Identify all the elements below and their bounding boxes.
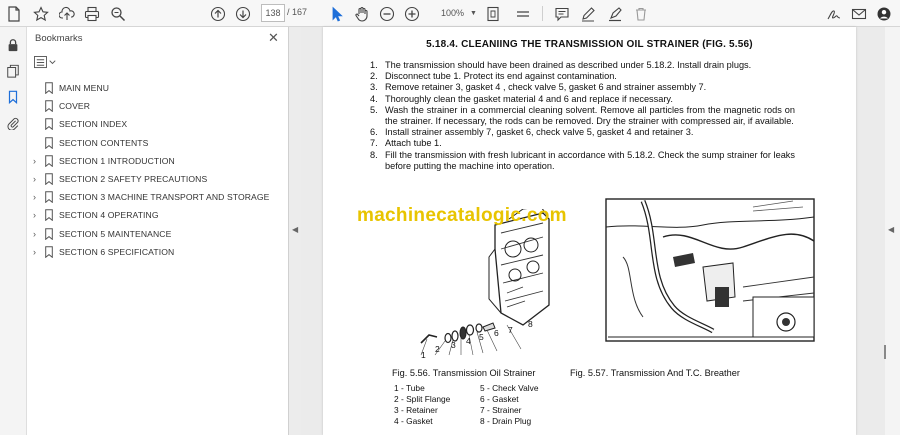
watermark-text: machinecatalogic.com bbox=[357, 205, 567, 226]
bookmark-item[interactable] bbox=[27, 225, 289, 243]
account-icon[interactable] bbox=[874, 4, 893, 23]
step-number: 2. bbox=[370, 71, 378, 82]
step-number: 7. bbox=[370, 138, 378, 149]
legend-entry: 4 - Gasket bbox=[394, 416, 433, 426]
bookmark-item[interactable] bbox=[27, 134, 289, 152]
legend-row bbox=[394, 405, 566, 416]
highlight-icon[interactable] bbox=[605, 4, 624, 23]
part-number-label: 6 bbox=[494, 328, 499, 338]
document-viewport[interactable] bbox=[301, 27, 885, 435]
bookmark-icon bbox=[45, 228, 53, 240]
chevron-right-icon[interactable]: › bbox=[33, 210, 36, 221]
bookmark-icon bbox=[45, 137, 53, 149]
zoom-level[interactable]: 100% bbox=[440, 8, 465, 18]
procedure-step bbox=[370, 150, 795, 172]
step-text: Install strainer assembly 7, gasket 6, check valve 5, gasket 4 and retainer 3. bbox=[385, 127, 694, 138]
legend-row bbox=[394, 383, 566, 394]
figure-caption-5-57: Fig. 5.57. Transmission And T.C. Breather bbox=[570, 368, 740, 378]
step-text: Thoroughly clean the gasket material 4 and 6 and replace if necessary. bbox=[385, 93, 673, 104]
upload-icon[interactable] bbox=[57, 4, 76, 23]
legend-row bbox=[394, 416, 566, 427]
pdf-page bbox=[323, 27, 856, 435]
legend-entry: 2 - Split Flange bbox=[394, 394, 451, 404]
procedure-steps bbox=[370, 60, 795, 172]
bookmark-icon bbox=[45, 191, 53, 203]
hand-icon[interactable] bbox=[352, 4, 371, 23]
bookmark-label: SECTION CONTENTS bbox=[59, 137, 149, 148]
select-cursor-icon[interactable] bbox=[327, 4, 346, 23]
bookmark-item[interactable] bbox=[27, 152, 289, 170]
legend-entry: 6 - Gasket bbox=[480, 394, 519, 404]
part-number-label: 8 bbox=[528, 319, 533, 329]
bookmark-label: COVER bbox=[59, 101, 91, 112]
bookmark-label: MAIN MENU bbox=[59, 83, 110, 94]
step-text: Remove retainer 3, gasket 4 , check valve 5, gasket 6 and strainer assembly 7. bbox=[385, 82, 707, 93]
bookmark-item[interactable] bbox=[27, 243, 289, 261]
step-text: Wash the strainer in a commercial cleaning solvent. Remove all particles from the magnetic rods on the strainer. If necessary, the rods can be removed. Dry the strainer with compressed air, if available. bbox=[385, 104, 795, 127]
procedure-step bbox=[370, 60, 795, 71]
step-number: 5. bbox=[370, 104, 378, 115]
bookmark-icon bbox=[45, 82, 53, 94]
toolbar-separator bbox=[542, 6, 543, 21]
transmission-breather-figure bbox=[603, 197, 817, 345]
legend-entry: 5 - Check Valve bbox=[480, 383, 539, 393]
bookmark-label: SECTION INDEX bbox=[59, 119, 128, 130]
bookmark-label: SECTION 1 INTRODUCTION bbox=[59, 155, 175, 166]
bookmarks-title: Bookmarks bbox=[35, 33, 83, 44]
bookmark-item[interactable] bbox=[27, 206, 289, 224]
bookmark-icon bbox=[45, 155, 53, 167]
bookmark-options-icon[interactable] bbox=[34, 55, 60, 70]
procedure-step bbox=[370, 138, 795, 149]
bookmark-star-icon[interactable] bbox=[31, 4, 50, 23]
procedure-step bbox=[370, 105, 795, 127]
step-text: Attach tube 1. bbox=[385, 138, 442, 149]
scrollbar-thumb[interactable] bbox=[884, 345, 886, 359]
step-number: 8. bbox=[370, 149, 378, 160]
search-icon[interactable] bbox=[108, 4, 127, 23]
bookmark-label: SECTION 3 MACHINE TRANSPORT AND STORAGE bbox=[59, 192, 270, 203]
sign-icon[interactable] bbox=[824, 4, 843, 23]
zoom-out-icon[interactable] bbox=[377, 4, 396, 23]
bookmark-icon bbox=[45, 173, 53, 185]
step-number: 3. bbox=[370, 82, 378, 93]
procedure-step bbox=[370, 82, 795, 93]
bookmark-icon bbox=[45, 209, 53, 221]
legend-entry: 1 - Tube bbox=[394, 383, 425, 393]
bookmarks-panel-icon[interactable] bbox=[4, 88, 22, 106]
page-thumbnails-icon[interactable] bbox=[4, 62, 22, 80]
procedure-step bbox=[370, 71, 795, 82]
email-icon[interactable] bbox=[849, 4, 868, 23]
part-number-label: 3 bbox=[451, 340, 456, 350]
fit-page-icon[interactable] bbox=[483, 4, 502, 23]
chevron-right-icon[interactable]: › bbox=[33, 246, 36, 257]
figure-caption-5-56: Fig. 5.56. Transmission Oil Strainer bbox=[392, 368, 536, 378]
bookmark-item[interactable] bbox=[27, 188, 289, 206]
lock-icon[interactable] bbox=[4, 36, 22, 54]
bookmark-item[interactable] bbox=[27, 115, 289, 133]
part-number-label: 7 bbox=[508, 325, 513, 335]
chevron-right-icon[interactable]: › bbox=[33, 192, 36, 203]
bookmark-label: SECTION 4 OPERATING bbox=[59, 210, 159, 221]
page-up-icon[interactable] bbox=[208, 4, 227, 23]
bookmark-label: SECTION 2 SAFETY PRECAUTIONS bbox=[59, 174, 208, 185]
legend-row bbox=[394, 394, 566, 405]
chevron-right-icon[interactable]: › bbox=[33, 174, 36, 185]
parts-legend bbox=[394, 383, 566, 427]
chevron-right-icon[interactable]: › bbox=[33, 228, 36, 239]
bookmark-label: SECTION 6 SPECIFICATION bbox=[59, 246, 175, 257]
step-text: Disconnect tube 1. Protect its end against contamination. bbox=[385, 71, 617, 82]
print-icon[interactable] bbox=[82, 4, 101, 23]
part-number-label: 2 bbox=[435, 344, 440, 354]
bookmark-item[interactable] bbox=[27, 79, 289, 97]
zoom-in-icon[interactable] bbox=[402, 4, 421, 23]
step-text: Fill the transmission with fresh lubricant in accordance with 5.18.2. Check the sump strainer for leaks before putting the machine into operation. bbox=[385, 149, 795, 171]
close-icon[interactable]: ✕ bbox=[268, 30, 279, 45]
bookmark-list bbox=[27, 79, 289, 261]
bookmarks-panel bbox=[27, 27, 289, 435]
attachments-icon[interactable] bbox=[4, 114, 22, 132]
bookmark-item[interactable] bbox=[27, 170, 289, 188]
toolbar bbox=[0, 0, 900, 27]
step-text: The transmission should have been drained as described under 5.18.2. Install drain plugs. bbox=[385, 60, 752, 70]
collapse-right-icon[interactable]: ◀ bbox=[888, 225, 895, 234]
page-down-icon[interactable] bbox=[233, 4, 252, 23]
comment-icon[interactable] bbox=[552, 4, 571, 23]
bookmark-label: SECTION 5 MAINTENANCE bbox=[59, 228, 172, 239]
part-number-label: 4 bbox=[466, 336, 471, 346]
page-total: / 167 bbox=[287, 7, 308, 17]
chevron-right-icon[interactable]: › bbox=[33, 155, 36, 166]
bookmark-item[interactable] bbox=[27, 97, 289, 115]
more-tools-icon[interactable] bbox=[513, 4, 532, 23]
procedure-step bbox=[370, 94, 795, 105]
step-number: 6. bbox=[370, 127, 378, 138]
collapse-left-icon[interactable]: ◀ bbox=[292, 225, 299, 234]
legend-entry: 3 - Retainer bbox=[394, 405, 438, 415]
zoom-dropdown-caret-icon[interactable]: ▼ bbox=[470, 10, 477, 17]
page-number-input[interactable]: 138 bbox=[261, 4, 285, 22]
procedure-step bbox=[370, 127, 795, 138]
step-number: 1. bbox=[370, 60, 378, 70]
draw-icon[interactable] bbox=[578, 4, 597, 23]
legend-entry: 8 - Drain Plug bbox=[480, 416, 532, 426]
delete-icon[interactable] bbox=[631, 4, 650, 23]
bookmark-icon bbox=[45, 118, 53, 130]
navigation-rail bbox=[0, 27, 27, 435]
new-icon[interactable] bbox=[4, 4, 23, 23]
bookmark-icon bbox=[45, 246, 53, 258]
section-heading: 5.18.4. CLEANIING THE TRANSMISSION OIL STRAINER (FIG. 5.56) bbox=[426, 39, 753, 50]
part-number-label: 1 bbox=[421, 350, 426, 360]
bookmark-icon bbox=[45, 100, 53, 112]
legend-entry: 7 - Strainer bbox=[480, 405, 522, 415]
step-number: 4. bbox=[370, 93, 378, 104]
part-number-label: 5 bbox=[479, 332, 484, 342]
